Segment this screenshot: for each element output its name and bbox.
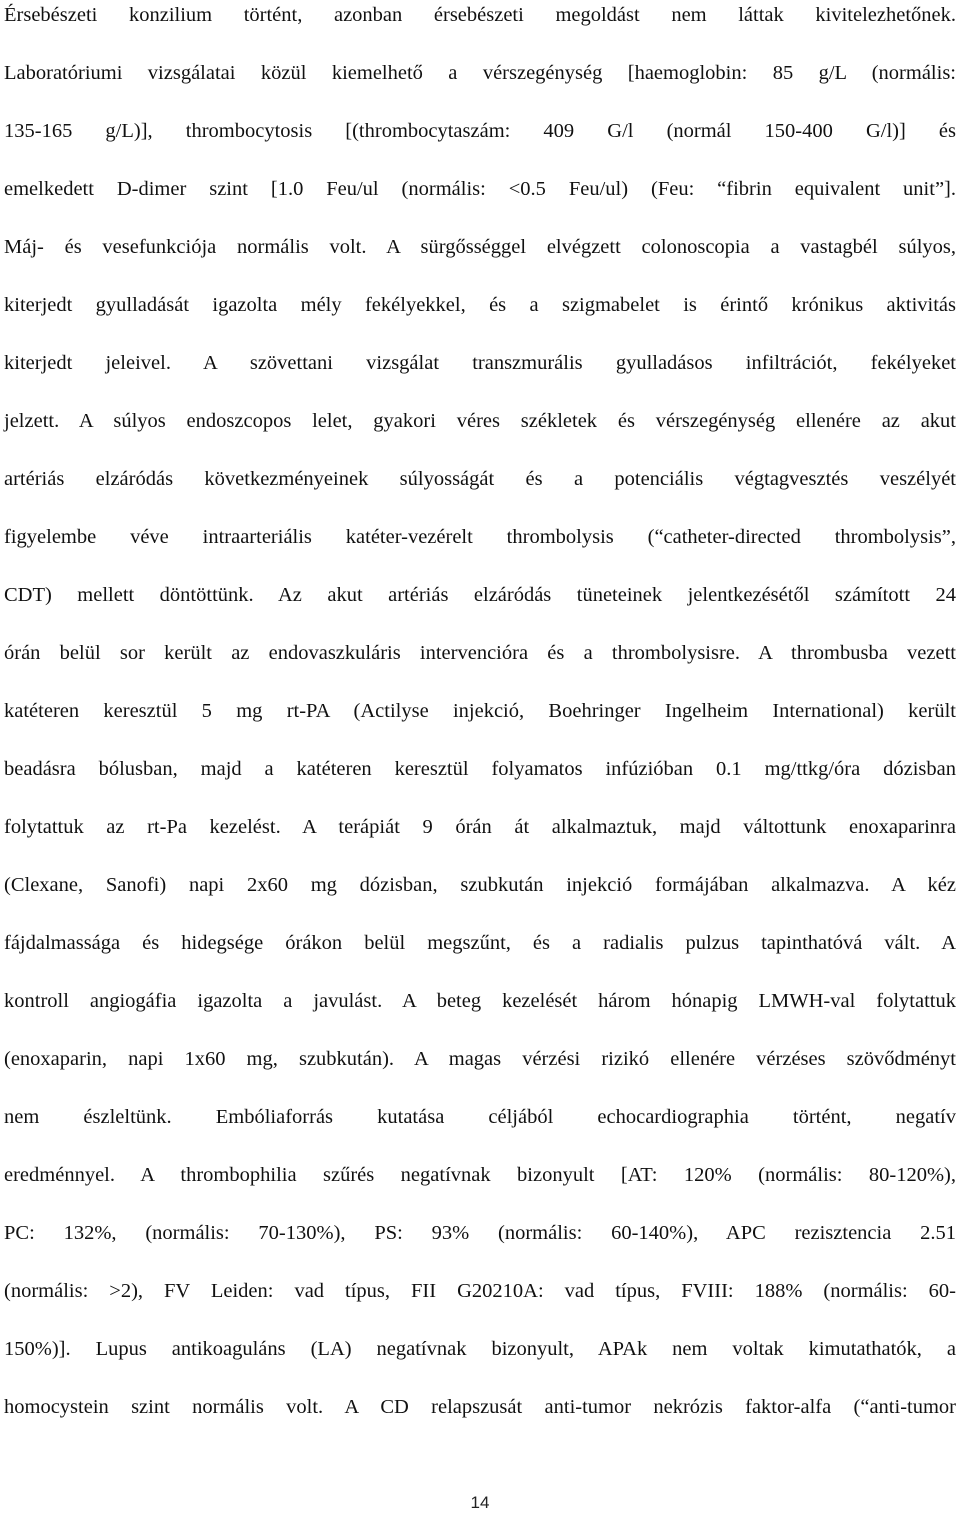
text-line: folytattuk az rt-Pa kezelést. A terápiát 9 órán át alkalmaztuk, majd váltottunk enoxaparinra bbox=[4, 816, 956, 838]
text-line: fájdalmassága és hidegsége órákon belül megszűnt, és a radialis pulzus tapinthatóvá vált. A bbox=[4, 932, 956, 954]
text-line: kiterjedt jeleivel. A szövettani vizsgálat transzmurális gyulladásos infiltrációt, fekélyeket bbox=[4, 352, 956, 374]
text-line: jelzett. A súlyos endoszcopos lelet, gyakori véres székletek és vérszegénység ellenére az akut bbox=[4, 410, 956, 432]
text-line: beadásra bólusban, majd a katéteren keresztül folyamatos infúzióban 0.1 mg/ttkg/óra dózisban bbox=[4, 758, 956, 780]
text-line: (enoxaparin, napi 1x60 mg, szubkután). A magas vérzési rizikó ellenére vérzéses szövődményt bbox=[4, 1048, 956, 1070]
text-line: emelkedett D-dimer szint [1.0 Feu/ul (normális: <0.5 Feu/ul) (Feu: “fibrin equivalent unit”]. bbox=[4, 178, 956, 200]
text-line: Érsebészeti konzilium történt, azonban érsebészeti megoldást nem láttak kivitelezhetőnek. bbox=[4, 4, 956, 26]
text-line: kiterjedt gyulladását igazolta mély fekélyekkel, és a szigmabelet is érintő krónikus aktivitás bbox=[4, 294, 956, 316]
text-line: (Clexane, Sanofi) napi 2x60 mg dózisban, szubkután injekció formájában alkalmazva. A kéz bbox=[4, 874, 956, 896]
text-line: nem észleltünk. Embóliaforrás kutatása céljából echocardiographia történt, negatív bbox=[4, 1106, 956, 1128]
text-line: artériás elzáródás következményeinek súlyosságát és a potenciális végtagvesztés veszélyét bbox=[4, 468, 956, 490]
text-line: órán belül sor került az endovaszkuláris intervencióra és a thrombolysisre. A thrombusba vezett bbox=[4, 642, 956, 664]
text-line: Máj- és vesefunkciója normális volt. A sürgősséggel elvégzett colonoscopia a vastagbél súlyos, bbox=[4, 236, 956, 258]
text-line: 135-165 g/L)], thrombocytosis [(thrombocytaszám: 409 G/l (normál 150-400 G/l)] és bbox=[4, 120, 956, 142]
text-line: kontroll angiogáfia igazolta a javulást. A beteg kezelését három hónapig LMWH-val folytattuk bbox=[4, 990, 956, 1012]
text-line: PC: 132%, (normális: 70-130%), PS: 93% (normális: 60-140%), APC rezisztencia 2.51 bbox=[4, 1222, 956, 1244]
text-line: 150%)]. Lupus antikoaguláns (LA) negatívnak bizonyult, APAk nem voltak kimutathatók, a bbox=[4, 1338, 956, 1360]
page-number: 14 bbox=[470, 1493, 490, 1512]
text-line: Laboratóriumi vizsgálatai közül kiemelhető a vérszegénység [haemoglobin: 85 g/L (normális: bbox=[4, 62, 956, 84]
text-line: (normális: >2), FV Leiden: vad típus, FII G20210A: vad típus, FVIII: 188% (normális: 60- bbox=[4, 1280, 956, 1302]
text-line: figyelembe véve intraarteriális katéter-vezérelt thrombolysis (“catheter-directed thrombolysis”, bbox=[4, 526, 956, 548]
text-line: CDT) mellett döntöttünk. Az akut artériás elzáródás tüneteinek jelentkezésétől számított 24 bbox=[4, 584, 956, 606]
text-line: homocystein szint normális volt. A CD relapszusát anti-tumor nekrózis faktor-alfa (“anti-tumor bbox=[4, 1396, 956, 1418]
text-line: katéteren keresztül 5 mg rt-PA (Actilyse injekció, Boehringer Ingelheim International) került bbox=[4, 700, 956, 722]
text-line: eredménnyel. A thrombophilia szűrés negatívnak bizonyult [AT: 120% (normális: 80-120%), bbox=[4, 1164, 956, 1186]
